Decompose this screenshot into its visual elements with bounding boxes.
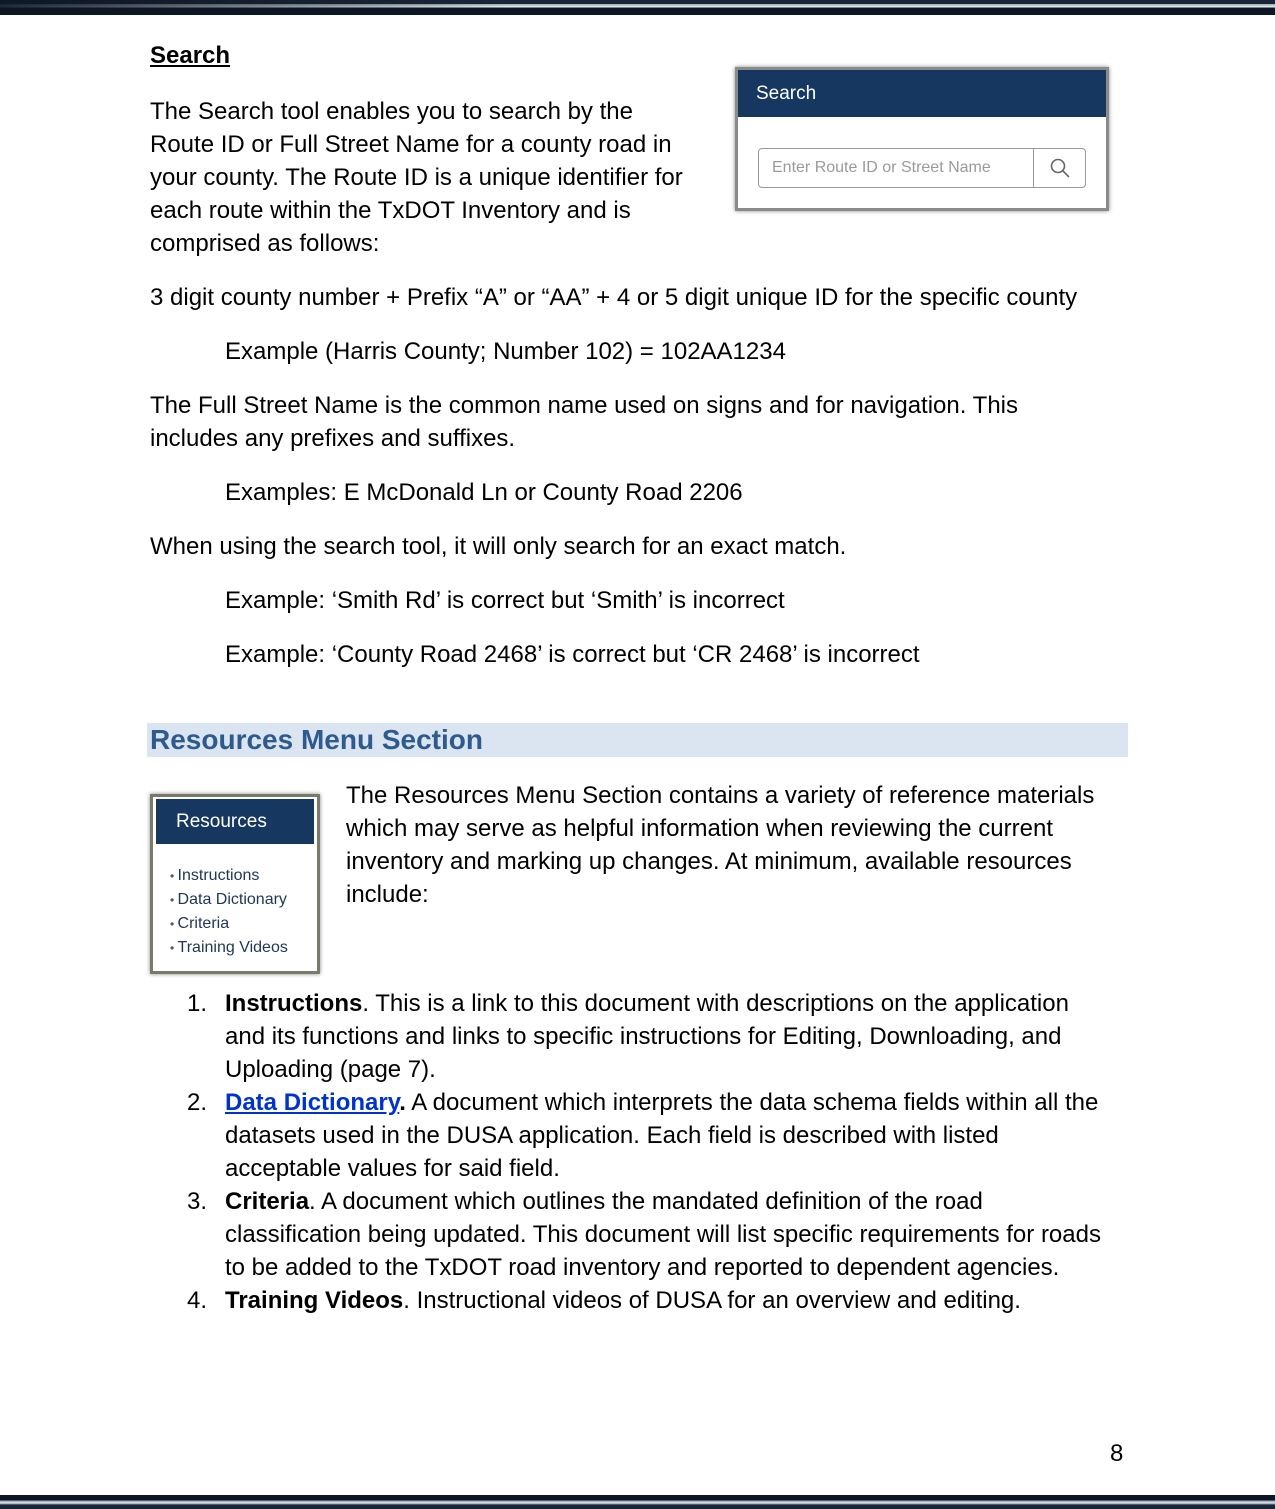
data-dictionary-link[interactable]: Data Dictionary: [225, 1089, 400, 1116]
resources-intro: The Resources Menu Section contains a variety of reference materials which may serve as helpful information when reviewing the current inventory and marking up changes. At minimum, available resources include:: [346, 782, 1095, 908]
resources-item-data-dictionary[interactable]: • Data Dictionary: [170, 888, 317, 912]
resources-widget: [150, 794, 320, 974]
resources-widget-list: [153, 844, 317, 960]
resources-item-criteria[interactable]: • Criteria: [170, 912, 317, 936]
list-item: [187, 1284, 1107, 1317]
route-id-format: 3 digit county number + Prefix “A” or “AA” + 4 or 5 digit unique ID for the specific county: [150, 284, 1078, 311]
exact-match-note: When using the search tool, it will only search for an exact match.: [150, 533, 847, 560]
list-term: Instructions: [225, 990, 363, 1017]
route-id-example: Example (Harris County; Number 102) = 102AA1234: [225, 338, 786, 365]
list-item: [187, 1086, 1107, 1185]
list-text: . A document which outlines the mandated definition of the road classification being updated. This document will list specific requirements for roads to be added to the TxDOT road inventory and reported to dependent agencies.: [225, 1188, 1101, 1281]
search-intro: The Search tool enables you to search by the Route ID or Full Street Name for a county road in your county. The Route ID is a unique identifier for each route within the TxDOT Inventory and is comprised as follows:: [150, 98, 683, 257]
exact-match-example-2: Example: ‘County Road 2468’ is correct but ‘CR 2468’ is incorrect: [225, 641, 920, 668]
list-text: . Instructional videos of DUSA for an overview and editing.: [403, 1287, 1021, 1314]
list-text: . This is a link to this document with descriptions on the application and its functions and links to specific instructions for Editing, Downloading, and Uploading (page 7).: [225, 990, 1069, 1083]
search-widget: [735, 67, 1109, 211]
list-number: 2.: [187, 1089, 208, 1116]
list-number: 4.: [187, 1287, 208, 1314]
street-name-examples: Examples: E McDonald Ln or County Road 2206: [225, 479, 743, 506]
resources-widget-title: Resources: [156, 799, 314, 844]
bottom-border: [0, 1495, 1275, 1509]
exact-match-example-1: Example: ‘Smith Rd’ is correct but ‘Smith’ is incorrect: [225, 587, 785, 614]
search-button[interactable]: [1033, 149, 1085, 187]
search-widget-title: Search: [738, 70, 1106, 117]
search-box: [758, 148, 1086, 188]
resources-list: [187, 987, 1107, 1317]
search-input[interactable]: [759, 149, 1033, 187]
list-term: Training Videos: [225, 1287, 404, 1314]
list-term: Criteria: [225, 1188, 310, 1215]
list-term-separator: .: [399, 1089, 406, 1116]
search-heading: Search: [150, 42, 231, 69]
search-icon: [1049, 157, 1071, 179]
resources-section-heading: Resources Menu Section: [147, 723, 1128, 757]
list-number: 1.: [187, 990, 208, 1017]
page-number: 8: [1110, 1440, 1124, 1467]
resources-item-instructions[interactable]: • Instructions: [170, 864, 317, 888]
top-border: [0, 0, 1275, 15]
resources-item-training-videos[interactable]: • Training Videos: [170, 936, 317, 960]
street-name-description: The Full Street Name is the common name used on signs and for navigation. This includes any prefixes and suffixes.: [150, 392, 1018, 452]
list-number: 3.: [187, 1188, 208, 1215]
list-item: [187, 987, 1107, 1086]
list-text: A document which interprets the data schema fields within all the datasets used in the DUSA application. Each field is described with listed acceptable values for said field.: [225, 1089, 1099, 1182]
list-item: [187, 1185, 1107, 1284]
